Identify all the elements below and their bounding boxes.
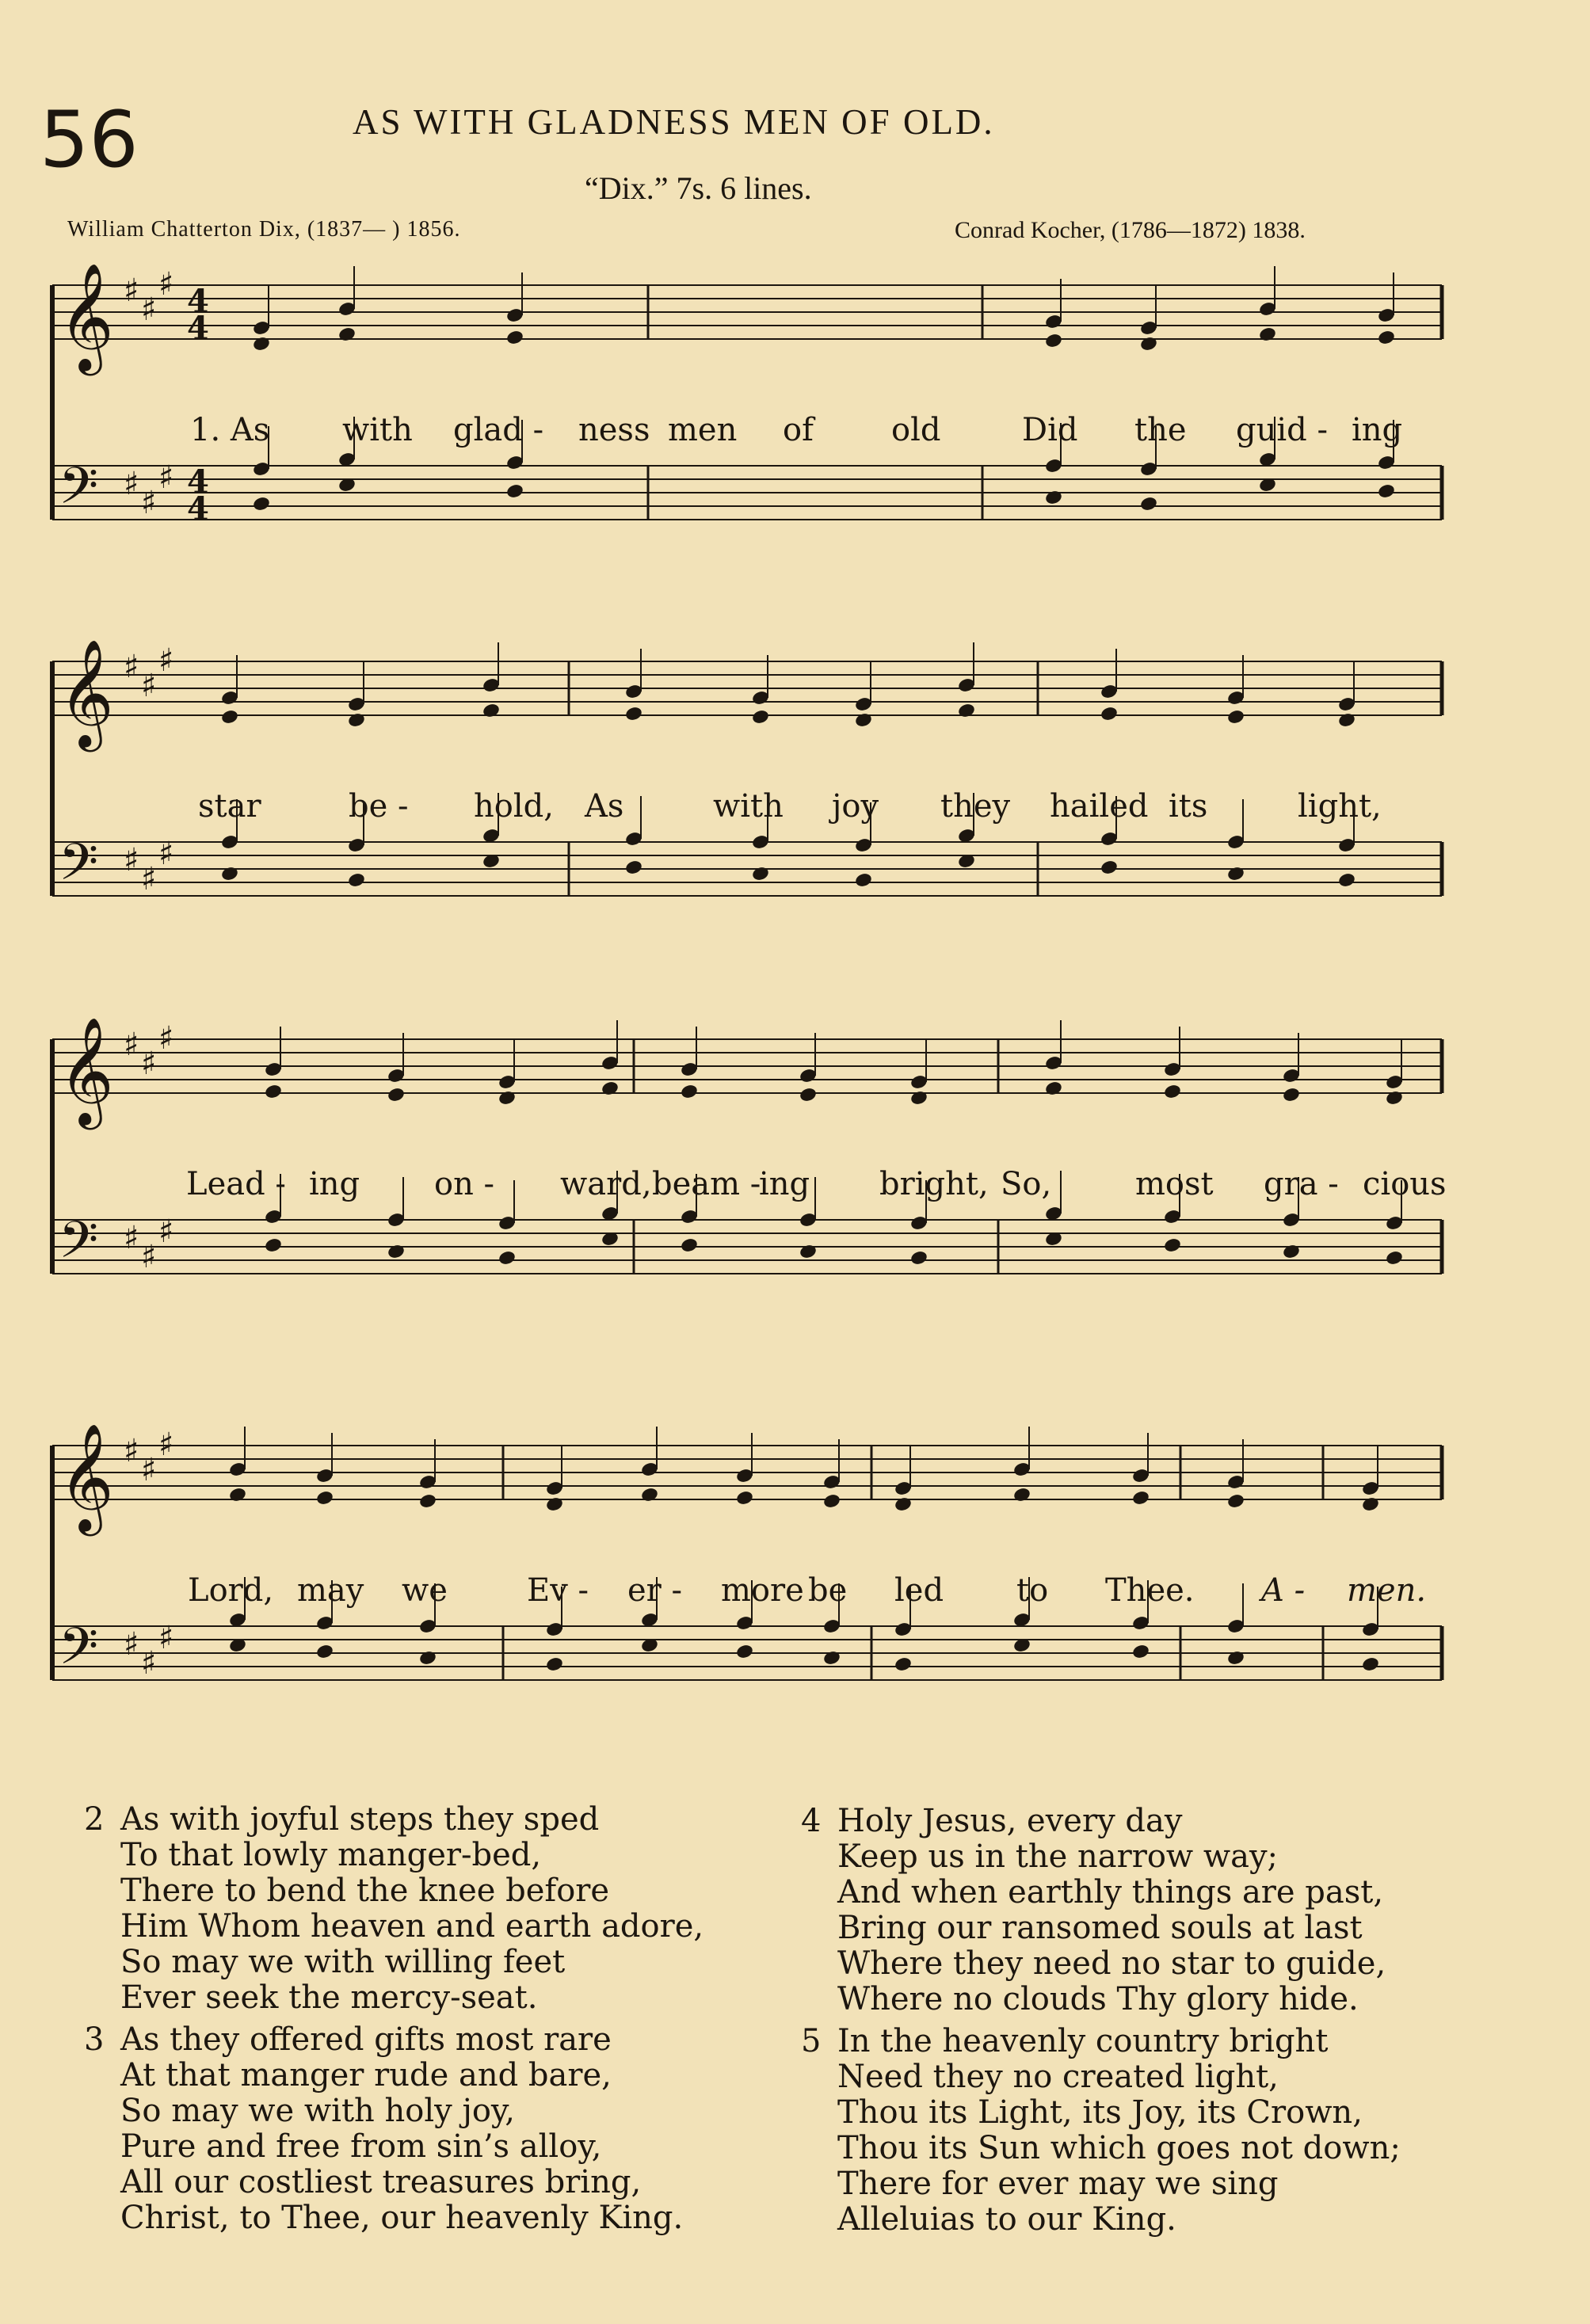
note-head bbox=[1139, 496, 1158, 512]
sharp-icon: ♯ bbox=[158, 1213, 174, 1250]
author-credit: William Chatterton Dix, (1837— ) 1856. bbox=[67, 217, 461, 242]
note-head bbox=[1100, 859, 1119, 876]
verse-line: To that lowly manger-bed, bbox=[120, 1837, 542, 1873]
music-system bbox=[0, 253, 1590, 610]
note-head bbox=[1131, 1644, 1150, 1660]
note-head bbox=[1282, 1087, 1301, 1103]
lyric-syllable: with bbox=[713, 788, 784, 825]
sharp-icon: ♯ bbox=[124, 1220, 139, 1256]
note-head bbox=[822, 1493, 841, 1510]
lyric-syllable: ward, bbox=[560, 1166, 652, 1202]
time-signature: 4 bbox=[187, 310, 209, 347]
verse-line: Where no clouds Thy glory hide. bbox=[837, 1981, 1359, 2017]
lyric-syllable: men. bbox=[1347, 1572, 1427, 1609]
lyric-syllable: ing bbox=[1352, 412, 1403, 448]
verse-line: Him Whom heaven and earth adore, bbox=[120, 1908, 704, 1945]
lyric-syllable: bright, bbox=[879, 1166, 989, 1202]
lyric-syllable: they bbox=[940, 788, 1011, 825]
lyric-syllable: men bbox=[668, 412, 738, 448]
lyric-syllable: Did bbox=[1022, 412, 1078, 448]
lyric-syllable: star bbox=[198, 788, 261, 825]
sharp-icon: ♯ bbox=[158, 1020, 174, 1057]
lyric-syllable: light, bbox=[1298, 788, 1382, 825]
verse-line: Holy Jesus, every day bbox=[837, 1803, 1183, 1839]
note-head bbox=[347, 872, 366, 889]
lyric-syllable: we bbox=[402, 1572, 448, 1609]
time-signature: 4 bbox=[187, 490, 209, 528]
lyric-syllable: glad - bbox=[453, 412, 544, 448]
note-head bbox=[799, 1244, 818, 1260]
sharp-icon: ♯ bbox=[141, 668, 157, 704]
sharp-icon: ♯ bbox=[124, 649, 139, 685]
verse-line: As with joyful steps they sped bbox=[120, 1801, 600, 1838]
verse-line: Christ, to Thee, our heavenly King. bbox=[120, 2200, 684, 2236]
tune-name: “Dix.” 7s. 6 lines. bbox=[585, 170, 812, 206]
verse-number: 4 bbox=[801, 1803, 822, 1839]
treble-clef-icon: 𝄞 bbox=[59, 1422, 114, 1531]
note-head bbox=[1377, 483, 1396, 500]
lyric-syllable: er - bbox=[627, 1572, 683, 1609]
note-head bbox=[252, 496, 271, 512]
verse-3 bbox=[84, 2021, 684, 2236]
note-head bbox=[735, 1644, 754, 1660]
lyric-syllable: be - bbox=[349, 788, 409, 825]
note-head bbox=[1385, 1090, 1404, 1107]
sharp-icon: ♯ bbox=[158, 836, 174, 872]
treble-clef-icon: 𝄞 bbox=[59, 261, 114, 371]
note-head bbox=[418, 1650, 437, 1667]
note-head bbox=[1044, 490, 1063, 506]
lyric-syllable: Ev - bbox=[527, 1572, 589, 1609]
sharp-icon: ♯ bbox=[141, 291, 157, 328]
time-signature: 4 bbox=[187, 463, 209, 501]
note-head bbox=[1226, 1493, 1245, 1510]
sharp-icon: ♯ bbox=[141, 1046, 157, 1082]
music-system bbox=[0, 1008, 1590, 1364]
note-head bbox=[315, 1490, 334, 1507]
note-head bbox=[1131, 1490, 1150, 1507]
verse-5 bbox=[801, 2023, 1401, 2238]
lyric-syllable: with bbox=[342, 412, 413, 448]
hymn-title: AS WITH GLADNESS MEN OF OLD. bbox=[353, 102, 995, 142]
lyric-syllable: ing bbox=[759, 1166, 810, 1202]
sharp-icon: ♯ bbox=[124, 1433, 139, 1469]
lyric-syllable: Lead - bbox=[186, 1166, 286, 1202]
lyric-syllable: led bbox=[894, 1572, 944, 1609]
verse-line: At that manger rude and bare, bbox=[120, 2057, 612, 2094]
note-head bbox=[1258, 326, 1277, 343]
sharp-icon: ♯ bbox=[141, 1452, 157, 1488]
note-head bbox=[545, 1656, 564, 1673]
verse-line: And when earthly things are past, bbox=[837, 1874, 1384, 1911]
verse-line: There to bend the knee before bbox=[120, 1873, 610, 1909]
lyric-syllable: So, bbox=[1001, 1166, 1052, 1202]
sharp-icon: ♯ bbox=[158, 642, 174, 679]
lyric-syllable: be bbox=[808, 1572, 848, 1609]
note-head bbox=[220, 709, 239, 726]
lyric-syllable: old bbox=[891, 412, 941, 448]
verse-number: 3 bbox=[84, 2021, 105, 2058]
note-head bbox=[894, 1656, 913, 1673]
music-system bbox=[0, 1414, 1590, 1770]
verse-4 bbox=[801, 1803, 1386, 2017]
lyric-syllable: guid - bbox=[1236, 412, 1328, 448]
note-head bbox=[1337, 712, 1356, 729]
sharp-icon: ♯ bbox=[124, 842, 139, 878]
note-head bbox=[854, 872, 873, 889]
time-signature: 4 bbox=[187, 283, 209, 320]
lyric-syllable: ing bbox=[309, 1166, 360, 1202]
lyric-syllable: more bbox=[721, 1572, 804, 1609]
verse-line: Need they no created light, bbox=[837, 2059, 1279, 2095]
verse-line: Thou its Light, its Joy, its Crown, bbox=[837, 2094, 1363, 2131]
note-head bbox=[822, 1650, 841, 1667]
note-head bbox=[1139, 336, 1158, 352]
note-head bbox=[418, 1493, 437, 1510]
note-head bbox=[735, 1490, 754, 1507]
note-head bbox=[1282, 1244, 1301, 1260]
note-head bbox=[545, 1496, 564, 1513]
sharp-icon: ♯ bbox=[124, 272, 139, 309]
sharp-icon: ♯ bbox=[158, 1620, 174, 1656]
note-head bbox=[799, 1087, 818, 1103]
note-head bbox=[264, 1084, 283, 1100]
bass-clef-icon: 𝄢 bbox=[59, 1211, 99, 1282]
note-head bbox=[1100, 706, 1119, 722]
note-head bbox=[1361, 1496, 1380, 1513]
sharp-icon: ♯ bbox=[124, 466, 139, 502]
note-head bbox=[680, 1084, 699, 1100]
verse-line: Pure and free from sin’s alloy, bbox=[120, 2128, 602, 2165]
lyric-syllable: to bbox=[1016, 1572, 1049, 1609]
note-head bbox=[909, 1250, 928, 1267]
lyric-syllable: Thee. bbox=[1105, 1572, 1195, 1609]
note-head bbox=[680, 1237, 699, 1254]
lyric-syllable: cious bbox=[1363, 1166, 1447, 1202]
note-head bbox=[1385, 1250, 1404, 1267]
verse-line: Bring our ransomed souls at last bbox=[837, 1910, 1363, 1946]
note-head bbox=[387, 1087, 406, 1103]
lyric-syllable: of bbox=[783, 412, 814, 448]
lyric-syllable: beam - bbox=[652, 1166, 761, 1202]
lyric-syllable: A - bbox=[1261, 1572, 1306, 1609]
note-head bbox=[482, 703, 501, 719]
note-head bbox=[640, 1487, 659, 1503]
note-head bbox=[1044, 1080, 1063, 1097]
lyric-syllable: the bbox=[1134, 412, 1187, 448]
note-head bbox=[1226, 709, 1245, 726]
verse-line: All our costliest treasures bring, bbox=[120, 2164, 642, 2200]
verse-2 bbox=[84, 1801, 704, 2016]
verse-line: Where they need no star to guide, bbox=[837, 1945, 1386, 1982]
note-head bbox=[498, 1090, 517, 1107]
lyric-syllable: hailed bbox=[1050, 788, 1149, 825]
bass-clef-icon: 𝄢 bbox=[59, 1617, 99, 1689]
note-head bbox=[1163, 1084, 1182, 1100]
note-head bbox=[894, 1496, 913, 1513]
verse-line: In the heavenly country bright bbox=[837, 2023, 1329, 2059]
treble-clef-icon: 𝄞 bbox=[59, 1015, 114, 1125]
note-head bbox=[909, 1090, 928, 1107]
lyric-syllable: gra - bbox=[1264, 1166, 1339, 1202]
note-head bbox=[751, 866, 770, 882]
sharp-icon: ♯ bbox=[158, 459, 174, 496]
verse-line: Keep us in the narrow way; bbox=[837, 1838, 1279, 1875]
verse-number: 5 bbox=[801, 2023, 822, 2059]
verse-line: So may we with willing feet bbox=[120, 1944, 566, 1980]
lyric-syllable: 1. As bbox=[190, 412, 270, 448]
sharp-icon: ♯ bbox=[141, 861, 157, 897]
sharp-icon: ♯ bbox=[124, 1027, 139, 1063]
hymn-number: 56 bbox=[40, 95, 139, 185]
note-head bbox=[228, 1487, 247, 1503]
music-system bbox=[0, 630, 1590, 986]
note-head bbox=[957, 703, 976, 719]
verse-number: 2 bbox=[84, 1801, 105, 1838]
note-head bbox=[624, 859, 643, 876]
lyric-syllable: ness bbox=[578, 412, 650, 448]
treble-clef-icon: 𝄞 bbox=[59, 638, 114, 747]
lyric-syllable: on - bbox=[434, 1166, 495, 1202]
lyric-syllable: As bbox=[585, 788, 624, 825]
note-head bbox=[751, 709, 770, 726]
note-head bbox=[1044, 333, 1063, 349]
note-head bbox=[1361, 1656, 1380, 1673]
sharp-icon: ♯ bbox=[141, 1645, 157, 1682]
note-head bbox=[1377, 330, 1396, 346]
note-head bbox=[337, 326, 357, 343]
lyric-syllable: joy bbox=[832, 788, 879, 825]
note-head bbox=[1163, 1237, 1182, 1254]
sharp-icon: ♯ bbox=[124, 1626, 139, 1663]
sharp-icon: ♯ bbox=[158, 1427, 174, 1463]
lyric-syllable: hold, bbox=[474, 788, 554, 825]
verse-line: There for ever may we sing bbox=[837, 2166, 1279, 2202]
note-head bbox=[1337, 872, 1356, 889]
note-head bbox=[347, 712, 366, 729]
note-head bbox=[505, 330, 524, 346]
bass-clef-icon: 𝄢 bbox=[59, 457, 99, 528]
note-head bbox=[387, 1244, 406, 1260]
note-head bbox=[220, 866, 239, 882]
sharp-icon: ♯ bbox=[141, 485, 157, 521]
note-head bbox=[252, 336, 271, 352]
note-head bbox=[1012, 1487, 1031, 1503]
lyric-syllable: Lord, bbox=[188, 1572, 274, 1609]
note-head bbox=[1226, 866, 1245, 882]
note-head bbox=[854, 712, 873, 729]
verse-line: Alleluias to our King. bbox=[837, 2201, 1176, 2238]
sharp-icon: ♯ bbox=[141, 1239, 157, 1275]
note-head bbox=[601, 1080, 620, 1097]
verse-line: Thou its Sun which goes not down; bbox=[837, 2130, 1401, 2166]
note-head bbox=[505, 483, 524, 500]
note-head bbox=[624, 706, 643, 722]
note-head bbox=[264, 1237, 283, 1254]
note-head bbox=[315, 1644, 334, 1660]
verse-line: As they offered gifts most rare bbox=[120, 2021, 612, 2058]
verse-line: Ever seek the mercy-seat. bbox=[120, 1979, 538, 2016]
note-head bbox=[498, 1250, 517, 1267]
note-head bbox=[1226, 1650, 1245, 1667]
lyric-syllable: may bbox=[297, 1572, 364, 1609]
sharp-icon: ♯ bbox=[158, 266, 174, 303]
verse-line: So may we with holy joy, bbox=[120, 2093, 515, 2129]
composer-credit: Conrad Kocher, (1786—1872) 1838. bbox=[955, 217, 1306, 243]
lyric-syllable: most bbox=[1135, 1166, 1214, 1202]
lyric-syllable: its bbox=[1169, 788, 1208, 825]
bass-clef-icon: 𝄢 bbox=[59, 833, 99, 905]
